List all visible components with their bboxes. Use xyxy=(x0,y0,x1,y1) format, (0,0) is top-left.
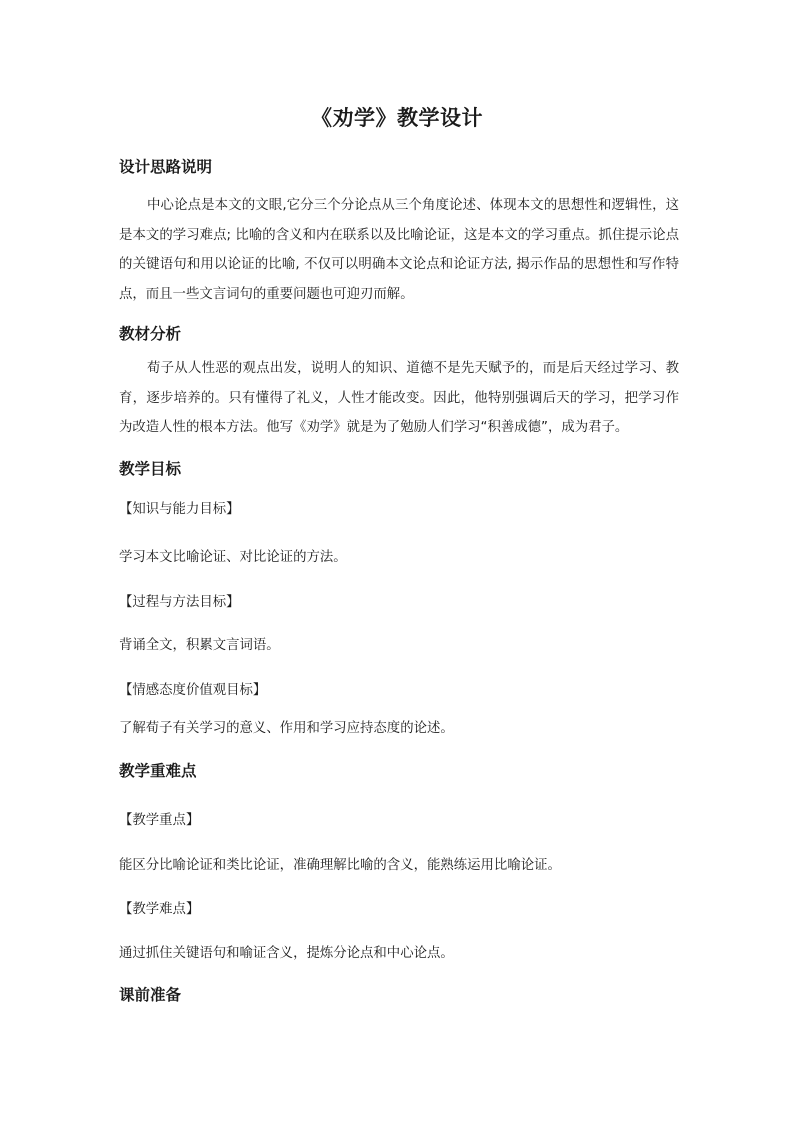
text-teaching-focus: 能区分比喻论证和类比论证，准确理解比喻的含义，能熟练运用比喻论证。 xyxy=(119,858,561,873)
heading-teaching-goals: 教学目标 xyxy=(119,459,182,478)
text-process-goal: 背诵全文，积累文言词语。 xyxy=(119,638,280,653)
document-title: 《劝学》教学设计 xyxy=(311,105,483,130)
text-emotion-goal: 了解荀子有关学习的意义、作用和学习应持态度的论述。 xyxy=(119,721,454,736)
heading-material-analysis: 教材分析 xyxy=(119,324,182,343)
label-teaching-difficulty: 【教学难点】 xyxy=(119,902,200,917)
label-knowledge-goal: 【知识与能力目标】 xyxy=(119,502,240,517)
heading-key-difficult-points: 教学重难点 xyxy=(119,761,197,780)
label-teaching-focus: 【教学重点】 xyxy=(119,813,200,828)
label-emotion-goal: 【情感态度价值观目标】 xyxy=(119,683,267,698)
text-knowledge-goal: 学习本文比喻论证、对比论证的方法。 xyxy=(119,550,347,565)
label-process-goal: 【过程与方法目标】 xyxy=(119,595,240,610)
paragraph-design-rationale: 中心论点是本文的文眼,它分三个分论点从三个角度论述、体现本文的思想性和逻辑性，这是本文的学习难点; 比喻的含义和内在联系以及比喻论证，这是本文的学习重点。抓住提示论点的关键语句和用以论证的比喻, 不仅可以明确本文论点和论证方法, 揭示作品的思想性和写作特点，而且一些文言词句的重要问题也可迎刃而解。 xyxy=(119,198,679,302)
text-teaching-difficulty: 通过抓住关键语句和喻证含义，提炼分论点和中心论点。 xyxy=(119,946,454,961)
heading-class-preparation: 课前准备 xyxy=(119,985,182,1004)
paragraph-material-analysis: 荀子从人性恶的观点出发，说明人的知识、道德不是先天赋予的，而是后天经过学习、教育，逐步培养的。只有懂得了礼义，人性才能改变。因此，他特别强调后天的学习，把学习作为改造人性的根本方法。他写《劝学》就是为了勉励人们学习“积善成德”，成为君子。 xyxy=(119,361,679,435)
heading-design-rationale: 设计思路说明 xyxy=(119,157,213,176)
